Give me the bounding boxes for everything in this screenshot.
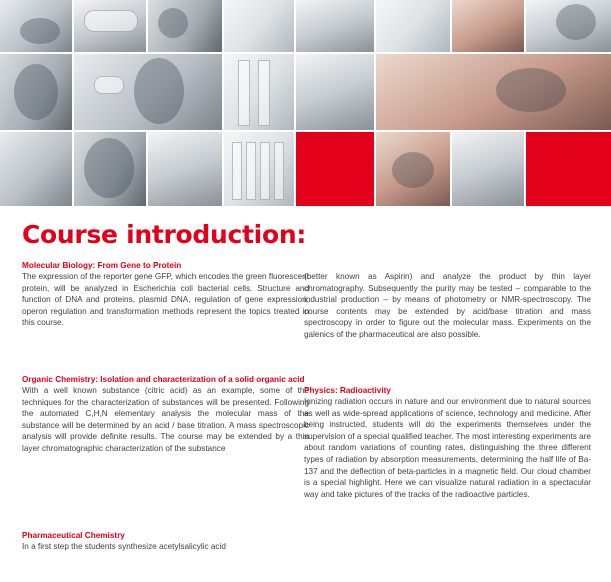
page-title: Course introduction: bbox=[22, 220, 307, 249]
section-body: In a first step the students synthesize acetylsalicylic acid bbox=[22, 542, 226, 551]
course-section-molecular-biology bbox=[22, 260, 309, 329]
lab-photo-tile bbox=[224, 0, 294, 52]
lab-photo-tile bbox=[376, 0, 450, 52]
lab-photo-tile bbox=[452, 132, 524, 206]
section-body: The expression of the reporter gene GFP, which encodes the green fluorescent protein, will be analyzed in Escherichia coli bacterial cells. Structure and function of DNA and proteins, plasmid DNA, regulation of gene expression, operon regulation and transformation methods represent the topics treated in this course. bbox=[22, 272, 309, 328]
lab-photo-tile bbox=[376, 54, 611, 130]
lab-photo-tile bbox=[224, 54, 294, 130]
section-heading: Molecular Biology: From Gene to Protein bbox=[22, 261, 182, 270]
course-section-organic-chemistry bbox=[22, 374, 309, 455]
lab-photo-tile bbox=[296, 0, 374, 52]
section-heading: Physics: Radioactivity bbox=[304, 386, 391, 395]
course-section-pharmaceutical-chemistry bbox=[22, 530, 309, 553]
photo-banner bbox=[0, 0, 611, 206]
section-body: Ionizing radiation occurs in nature and our environment due to natural sources as well as wide-spread applications of science, technology and medicine. After being instructed, students will do the experiments themselves under the supervision of a special qualified teacher. The most interesting experiments are about random variations of counting rates, distinguishing the three different types of radiation by absorption measurements, determining the half life of Ba-137 and the deflection of beta-particles in a magnetic field. Our cloud chamber is a special highlight. Here we can visualize natural radiation in a spectacular way and take pictures of the tracks of the radioactive particles. bbox=[304, 397, 591, 499]
lab-photo-tile bbox=[224, 132, 294, 206]
lab-photo-tile bbox=[74, 132, 146, 206]
lab-photo-tile bbox=[0, 0, 72, 52]
lab-photo-tile bbox=[526, 0, 611, 52]
course-section-physics-radioactivity bbox=[304, 385, 591, 500]
lab-photo-tile bbox=[0, 132, 72, 206]
lab-photo-tile bbox=[148, 0, 222, 52]
lab-photo-tile bbox=[376, 132, 450, 206]
red-accent-tile bbox=[526, 132, 611, 206]
lab-photo-tile bbox=[0, 54, 72, 130]
section-heading: Pharmaceutical Chemistry bbox=[22, 531, 125, 540]
course-section-pharmaceutical-continued bbox=[304, 271, 591, 341]
section-body: With a well known substance (citric acid) as an example, some of the techniques for the characterization of substances will be presented. Following the automated C,H,N elementary analysis the molecular mass of the substance will be determined by an acid / base titration. A mass spectroscopic analysis will provide definite results. The course may be extended by a thin layer chromatographic characterization of the substance bbox=[22, 386, 309, 453]
lab-photo-tile bbox=[74, 54, 222, 130]
lab-photo-tile bbox=[148, 132, 222, 206]
section-heading: Organic Chemistry: Isolation and characterization of a solid organic acid bbox=[22, 375, 305, 384]
red-accent-tile bbox=[296, 132, 374, 206]
lab-photo-tile bbox=[74, 0, 146, 52]
section-body: (better known as Aspirin) and analyze the product by thin layer chromatography. Subsequently the purity may be tested – comparable to the industrial production – by means of photometry or NMR-spectroscopy. The course contents may be extended by acid/base titration and mass spectroscopy in order to figure out the molecular mass. Experiments on the galenics of the pharmaceutical are also possible. bbox=[304, 272, 591, 339]
lab-photo-tile bbox=[452, 0, 524, 52]
lab-photo-tile bbox=[296, 54, 374, 130]
